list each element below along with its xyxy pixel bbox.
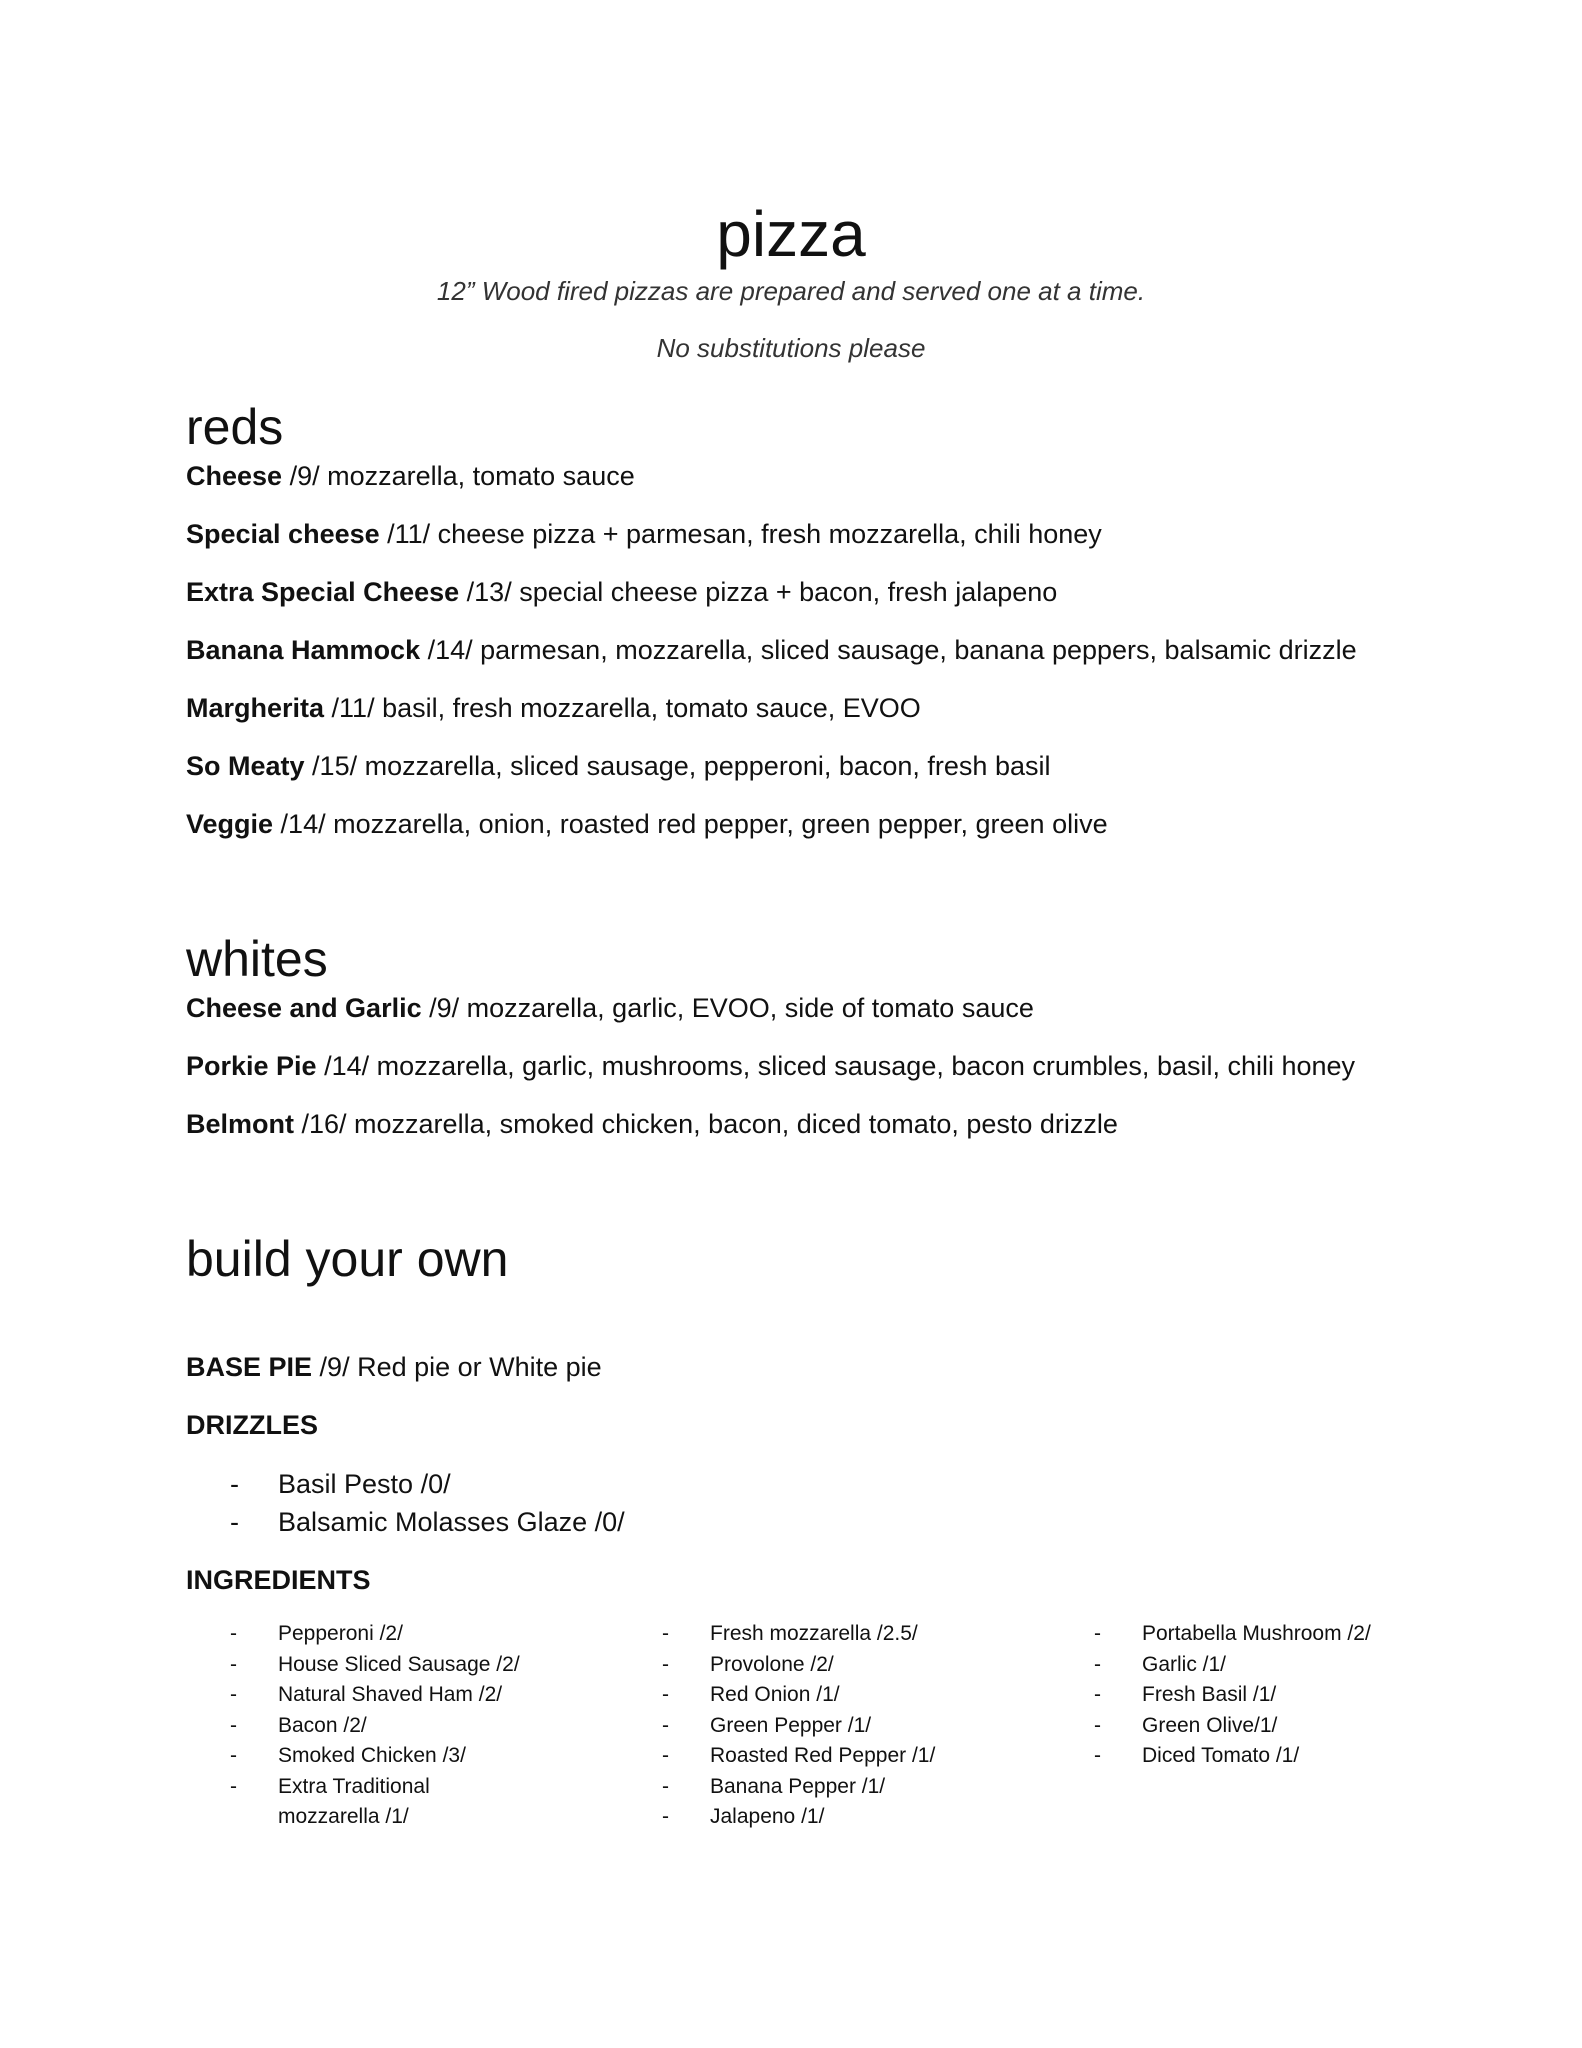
menu-item-name: So Meaty (186, 751, 305, 781)
menu-item-details: /11/ cheese pizza + parmesan, fresh mozzarella, chili honey (379, 519, 1102, 549)
menu-item (186, 807, 1357, 865)
menu-item-details: /14/ mozzarella, onion, roasted red pepper, green pepper, green olive (273, 809, 1108, 839)
menu-item-name: Cheese and Garlic (186, 993, 422, 1023)
subtitle-no-substitutions: No substitutions please (656, 333, 926, 363)
list-item: - Green Olive/1/ (1050, 1711, 1470, 1742)
list-item: - Red Onion /1/ (618, 1680, 1038, 1711)
drizzles-label: DRIZZLES (186, 1410, 318, 1440)
ingredients-column-2 (618, 1619, 1038, 1833)
menu-item (186, 517, 1357, 575)
list-item: - Jalapeno /1/ (618, 1802, 1038, 1833)
menu-item (186, 691, 1357, 749)
whites-menu-list (186, 991, 1355, 1165)
menu-item-details: /15/ mozzarella, sliced sausage, pepperoni, bacon, fresh basil (304, 751, 1051, 781)
section-heading-whites: whites (186, 931, 328, 987)
list-item: - Extra Traditional mozzarella /1/ (186, 1772, 478, 1833)
menu-item-name: Veggie (186, 809, 274, 839)
list-item: - Smoked Chicken /3/ (186, 1741, 606, 1772)
ingredients-column-1 (186, 1619, 606, 1833)
base-pie-label: BASE PIE (186, 1352, 313, 1382)
menu-item-details: /9/ mozzarella, tomato sauce (282, 461, 635, 491)
menu-item-name: Extra Special Cheese (186, 577, 460, 607)
menu-item-name: Belmont (186, 1109, 294, 1139)
menu-item (186, 459, 1357, 517)
section-heading-build-your-own: build your own (186, 1231, 509, 1287)
list-item: - Natural Shaved Ham /2/ (186, 1680, 606, 1711)
list-item: - Roasted Red Pepper /1/ (618, 1741, 1038, 1772)
list-item: - Portabella Mushroom /2/ (1050, 1619, 1470, 1650)
subtitle-serving-note: 12” Wood fired pizzas are prepared and served one at a time. (436, 276, 1146, 306)
menu-item-details: /16/ mozzarella, smoked chicken, bacon, diced tomato, pesto drizzle (294, 1109, 1118, 1139)
list-item: - Pepperoni /2/ (186, 1619, 606, 1650)
menu-item-name: Special cheese (186, 519, 380, 549)
list-item: - House Sliced Sausage /2/ (186, 1650, 606, 1681)
ingredients-label: INGREDIENTS (186, 1565, 371, 1595)
menu-item (186, 633, 1357, 691)
menu-item (186, 1049, 1355, 1107)
list-item: - Diced Tomato /1/ (1050, 1741, 1470, 1772)
menu-item-name: Margherita (186, 693, 325, 723)
menu-item (186, 575, 1357, 633)
list-item: - Garlic /1/ (1050, 1650, 1470, 1681)
list-item: - Fresh Basil /1/ (1050, 1680, 1470, 1711)
menu-item (186, 991, 1355, 1049)
base-pie-details: /9/ Red pie or White pie (312, 1352, 602, 1382)
list-item: - Bacon /2/ (186, 1711, 606, 1742)
menu-item (186, 1107, 1355, 1165)
menu-item-details: /14/ mozzarella, garlic, mushrooms, sliced sausage, bacon crumbles, basil, chili honey (316, 1051, 1356, 1081)
page-title: pizza (716, 198, 866, 270)
list-item: - Green Pepper /1/ (618, 1711, 1038, 1742)
drizzles-list (186, 1465, 625, 1541)
base-pie-line (186, 1350, 602, 1384)
menu-item-name: Banana Hammock (186, 635, 421, 665)
menu-item (186, 749, 1357, 807)
menu-item-name: Porkie Pie (186, 1051, 317, 1081)
reds-menu-list (186, 459, 1357, 865)
list-item: - Fresh mozzarella /2.5/ (618, 1619, 1038, 1650)
list-item: - Banana Pepper /1/ (618, 1772, 1038, 1803)
section-heading-reds: reds (186, 399, 284, 455)
menu-item-details: /9/ mozzarella, garlic, EVOO, side of tomato sauce (421, 993, 1034, 1023)
ingredients-column-3 (1050, 1619, 1470, 1772)
menu-item-details: /11/ basil, fresh mozzarella, tomato sauce, EVOO (324, 693, 921, 723)
menu-item-name: Cheese (186, 461, 283, 491)
menu-item-details: /14/ parmesan, mozzarella, sliced sausage, banana peppers, balsamic drizzle (420, 635, 1357, 665)
menu-item-details: /13/ special cheese pizza + bacon, fresh jalapeno (459, 577, 1058, 607)
list-item: - Balsamic Molasses Glaze /0/ (186, 1503, 625, 1541)
list-item: - Basil Pesto /0/ (186, 1465, 625, 1503)
list-item: - Provolone /2/ (618, 1650, 1038, 1681)
